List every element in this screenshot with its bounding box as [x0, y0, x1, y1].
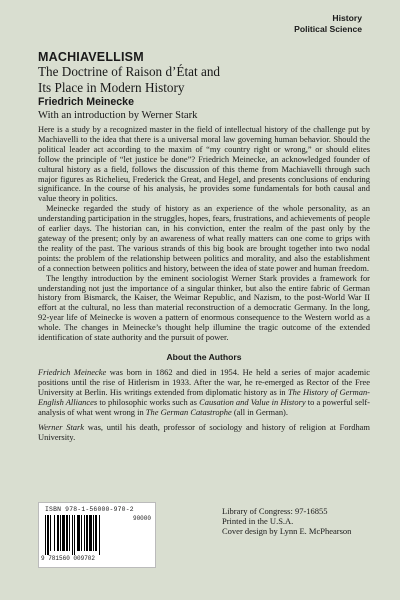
- barcode-bar: [60, 515, 61, 551]
- barcode-bar: [77, 515, 80, 551]
- barcode-number: 9 781560 009702: [41, 555, 96, 562]
- book-subtitle-line-1: The Doctrine of Raison d’État and: [38, 64, 221, 79]
- barcode-bar: [86, 515, 88, 551]
- barcode-bar: [74, 515, 75, 555]
- description-body: [38, 125, 370, 443]
- meinecke-bio-book-1: The History of German-English Alliances: [38, 386, 370, 407]
- author-name: Friedrich Meinecke: [38, 96, 134, 108]
- meinecke-bio-text-4: (all in German).: [231, 406, 288, 417]
- subject-history: History: [332, 13, 362, 23]
- barcode-bar: [45, 515, 46, 555]
- cover-design-credit: Cover design by Lynn E. McPhearson: [222, 526, 352, 537]
- barcode-bar: [84, 515, 85, 551]
- barcode-bars: [43, 515, 123, 555]
- isbn-number: ISBN 978-1-56000-970-2: [45, 506, 134, 513]
- introduction-credit: With an introduction by Werner Stark: [38, 110, 198, 121]
- subject-political-science: Political Science: [294, 24, 362, 34]
- meinecke-bio-text-1: was born in 1862 and died in 1954. He held a series of major academic positions until the rise of Hitlerism in 1933. After the war, he re-emerged as Rector of the Free University at Berlin. His writings extended from diplomatic history as in: [38, 366, 370, 397]
- barcode-bar: [81, 515, 82, 551]
- meinecke-bio-text-2: to philosophic works such as: [97, 396, 200, 407]
- barcode-bar: [93, 515, 94, 551]
- barcode-price-code: 90000: [132, 515, 151, 522]
- barcode-bar: [89, 515, 92, 551]
- book-subtitle-line-2: Its Place in Modern History: [38, 79, 185, 95]
- barcode-bar: [62, 515, 65, 551]
- barcode-bar: [72, 515, 73, 555]
- meinecke-bio-book-3: The German Catastrophe: [145, 406, 232, 417]
- barcode-bar: [57, 515, 59, 551]
- subject-labels: [294, 13, 362, 35]
- description-paragraph-1: Here is a study by a recognized master in the field of intellectual history of the challenge put by Machiavelli to the idea that there is a universal moral law governing human behavior. Should the political leader act according to the maxim of “my country right or wrong,” or should elites follow the principle of “let justice be done”? Friedrich Meinecke, an acknowledged founder of cultural history as a field, follows the discussion of this theme from Machiavelli through such major figures as Richelieu, Frederick the Great, and Hegel, and presents conclusions of enduring significance. In the course of his analysis, he provides some fundamentals for both causal and value theory in politics.: [38, 124, 370, 204]
- stark-bio-name: Werner Stark: [38, 422, 85, 433]
- book-header: [38, 50, 368, 122]
- meinecke-bio: [38, 368, 370, 418]
- stark-bio: [38, 423, 370, 443]
- meinecke-bio-text-3: to a powerful self-analysis of what went wrong in: [38, 396, 370, 417]
- library-of-congress: Library of Congress: 97-16855: [222, 506, 328, 516]
- stark-bio-text: was, until his death, professor of sociology and history of religion at Fordham University.: [38, 422, 370, 443]
- printed-in: Printed in the U.S.A.: [222, 516, 294, 527]
- catalog-info: [222, 506, 351, 537]
- description-paragraph-3: The lengthy introduction by the eminent sociologist Werner Stark provides a framework for understanding not just the importance of a singular thinker, but also the entire fabric of German history from Bismarck, the Kaiser, the Weimar Republic, and Nazism, to the post-World War II effort at the cultural, no less than material reconstruction of a democratic Germany. In the long, 92-year life of Meinecke is woven a pattern of enormous consequence to the Western world as a whole. The changes in Meinecke’s thought help illumine the tragic outcome of the extended identification of state authority and the pursuit of power.: [38, 272, 370, 343]
- barcode-bar: [95, 515, 97, 551]
- barcode-bar: [66, 515, 68, 551]
- about-authors-heading: About the Authors: [166, 351, 242, 362]
- meinecke-bio-name: Friedrich Meinecke: [38, 366, 107, 377]
- book-title: MACHIAVELLISM: [38, 50, 144, 64]
- isbn-barcode: [38, 502, 156, 568]
- barcode-bar: [47, 515, 49, 555]
- barcode-bar: [69, 515, 70, 551]
- description-paragraph-2: Meinecke regarded the study of history as an experience of the whole personality, as an understanding participation in the struggles, hopes, fears, frustrations, and achievements of people of earlier days. The historian can, in his conviction, enter the realm of the past only by the gateway of the present; only by an awareness of what really matters can one come to grips with the reality of the past. The various strands of this big book are brought together into two nodal points: the problem of the relationship between politics and morality, and also the establishment of a connection between politics and history, between the idea of state power and human freedom.: [38, 203, 370, 273]
- barcode-bar: [99, 515, 100, 555]
- meinecke-bio-book-2: Causation and Value in History: [199, 396, 306, 407]
- barcode-bar: [54, 515, 55, 551]
- barcode-bar: [50, 515, 51, 551]
